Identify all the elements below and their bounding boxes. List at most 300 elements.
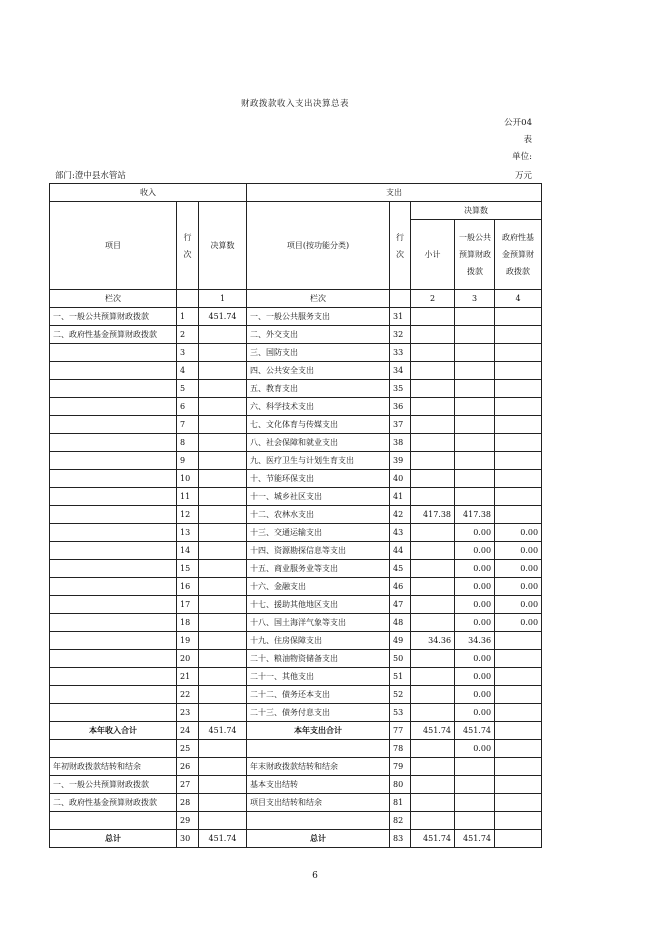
col-label-income: 栏次 (50, 290, 177, 308)
table-row (50, 686, 542, 704)
gov-fund-cell (495, 326, 542, 344)
income-item-cell: 年初财政拨款结转和结余 (50, 758, 177, 776)
expense-rowno-cell: 31 (390, 308, 411, 326)
table-row (50, 614, 542, 632)
income-amount-cell (199, 650, 247, 668)
general-budget-cell: 0.00 (455, 578, 495, 596)
income-rowno-cell: 28 (177, 794, 199, 812)
expense-item-cell: 七、文化体育与传媒支出 (247, 416, 390, 434)
expense-rowno-cell: 39 (390, 452, 411, 470)
general-budget-cell: 0.00 (455, 668, 495, 686)
expense-item-cell: 二十一、其他支出 (247, 668, 390, 686)
subtotal-cell (411, 344, 455, 362)
expense-rowno-cell: 38 (390, 434, 411, 452)
table-row (50, 740, 542, 758)
table-row (50, 452, 542, 470)
expense-rowno-cell: 52 (390, 686, 411, 704)
income-item-cell (50, 578, 177, 596)
subtotal-cell (411, 704, 455, 722)
table-row (50, 344, 542, 362)
expense-item-cell: 十七、援助其他地区支出 (247, 596, 390, 614)
form-code: 公开04 (504, 118, 532, 128)
table-row (50, 416, 542, 434)
expense-item-cell (247, 740, 390, 758)
expense-item-cell: 十、节能环保支出 (247, 470, 390, 488)
subtotal-cell (411, 524, 455, 542)
income-amount-cell (199, 434, 247, 452)
gov-fund-cell (495, 344, 542, 362)
expense-item-cell: 六、科学技术支出 (247, 398, 390, 416)
expense-item-cell: 二十、粮油物资储备支出 (247, 650, 390, 668)
subtotal-cell: 451.74 (411, 722, 455, 740)
col-number-1: 1 (199, 290, 247, 308)
subtotal-cell (411, 434, 455, 452)
income-rowno-cell: 19 (177, 632, 199, 650)
page-number: 6 (312, 871, 318, 881)
income-rowno-cell: 25 (177, 740, 199, 758)
general-budget-cell: 0.00 (455, 542, 495, 560)
income-amount-cell (199, 542, 247, 560)
gov-fund-cell (495, 776, 542, 794)
income-amount-header: 决算数 (199, 202, 247, 290)
expense-rowno-cell: 45 (390, 560, 411, 578)
expense-item-cell: 十五、商业服务业等支出 (247, 560, 390, 578)
subtotal-cell (411, 380, 455, 398)
income-amount-cell (199, 704, 247, 722)
general-budget-cell (455, 434, 495, 452)
gov-fund-cell (495, 632, 542, 650)
expense-rowno-cell: 49 (390, 632, 411, 650)
income-amount-cell (199, 326, 247, 344)
income-item-cell (50, 434, 177, 452)
income-rowno-cell: 1 (177, 308, 199, 326)
income-item-cell: 二、政府性基金预算财政拨款 (50, 326, 177, 344)
gov-fund-text: 政府性基金预算财政拨款 (502, 233, 535, 277)
income-rowno-cell: 15 (177, 560, 199, 578)
gov-fund-cell: 0.00 (495, 596, 542, 614)
table-row (50, 398, 542, 416)
expense-rowno-cell: 48 (390, 614, 411, 632)
expense-header: 支出 (247, 184, 542, 202)
table-row (50, 830, 542, 848)
expense-rowno-cell: 50 (390, 650, 411, 668)
table-row (50, 470, 542, 488)
gov-fund-cell (495, 668, 542, 686)
table-row (50, 560, 542, 578)
income-amount-cell (199, 380, 247, 398)
col-label-blank (390, 290, 411, 308)
expense-item-cell: 九、医疗卫生与计划生育支出 (247, 452, 390, 470)
expense-item-cell: 十八、国土海洋气象等支出 (247, 614, 390, 632)
gov-fund-cell (495, 398, 542, 416)
general-budget-cell (455, 470, 495, 488)
expense-rowno-cell: 43 (390, 524, 411, 542)
expense-rowno-cell: 41 (390, 488, 411, 506)
income-amount-cell (199, 470, 247, 488)
expense-rowno-cell: 51 (390, 668, 411, 686)
rowno-text: 行次 (396, 232, 405, 259)
expense-item-cell: 十三、交通运输支出 (247, 524, 390, 542)
subtotal-cell: 451.74 (411, 830, 455, 848)
gov-fund-cell: 0.00 (495, 614, 542, 632)
expense-rowno-cell: 80 (390, 776, 411, 794)
income-amount-cell (199, 686, 247, 704)
table-row (50, 776, 542, 794)
income-rowno-cell: 18 (177, 614, 199, 632)
income-item-cell (50, 704, 177, 722)
income-amount-cell (199, 794, 247, 812)
general-budget-text: 一般公共预算财政拨款 (459, 233, 492, 277)
income-item-cell (50, 524, 177, 542)
expense-rowno-cell: 78 (390, 740, 411, 758)
income-rowno-cell: 11 (177, 488, 199, 506)
income-item-cell (50, 344, 177, 362)
income-item-cell (50, 488, 177, 506)
gov-fund-cell (495, 380, 542, 398)
income-item-cell (50, 416, 177, 434)
expense-item-cell: 二、外交支出 (247, 326, 390, 344)
gov-fund-cell (495, 362, 542, 380)
general-budget-cell (455, 416, 495, 434)
table-row (50, 326, 542, 344)
gov-fund-cell: 0.00 (495, 578, 542, 596)
income-amount-cell: 451.74 (199, 722, 247, 740)
table-row (50, 596, 542, 614)
form-code-suffix: 表 (523, 135, 532, 145)
general-budget-cell: 451.74 (455, 830, 495, 848)
subtotal-cell (411, 776, 455, 794)
subtotal-cell (411, 488, 455, 506)
general-budget-cell (455, 452, 495, 470)
general-budget-cell: 0.00 (455, 704, 495, 722)
income-rowno-cell: 20 (177, 650, 199, 668)
expense-item-cell: 二十二、债务还本支出 (247, 686, 390, 704)
gov-fund-cell (495, 506, 542, 524)
expense-item-cell: 本年支出合计 (247, 722, 390, 740)
gov-fund-cell (495, 794, 542, 812)
income-amount-cell (199, 812, 247, 830)
income-item-cell (50, 812, 177, 830)
subtotal-cell (411, 614, 455, 632)
income-amount-cell (199, 560, 247, 578)
subtotal-cell (411, 362, 455, 380)
expense-item-cell: 一、一般公共服务支出 (247, 308, 390, 326)
income-rowno-cell: 17 (177, 596, 199, 614)
income-item-cell: 一、一般公共预算财政拨款 (50, 776, 177, 794)
subtotal-cell (411, 416, 455, 434)
general-budget-cell: 34.36 (455, 632, 495, 650)
expense-item-cell: 十一、城乡社区支出 (247, 488, 390, 506)
income-item-cell (50, 452, 177, 470)
general-budget-cell: 0.00 (455, 596, 495, 614)
gov-fund-cell (495, 416, 542, 434)
gov-fund-cell: 0.00 (495, 524, 542, 542)
expense-rowno-cell: 36 (390, 398, 411, 416)
subtotal-cell (411, 650, 455, 668)
income-item-cell (50, 560, 177, 578)
income-amount-cell (199, 740, 247, 758)
income-item-cell (50, 632, 177, 650)
income-item-cell (50, 380, 177, 398)
table-row (50, 632, 542, 650)
income-rowno-cell: 12 (177, 506, 199, 524)
income-rowno-cell: 7 (177, 416, 199, 434)
subtotal-cell: 34.36 (411, 632, 455, 650)
expense-item-cell: 总计 (247, 830, 390, 848)
subtotal-cell (411, 398, 455, 416)
gov-fund-cell (495, 722, 542, 740)
gov-fund-cell (495, 686, 542, 704)
income-amount-cell (199, 398, 247, 416)
general-budget-cell: 0.00 (455, 524, 495, 542)
income-item-cell (50, 686, 177, 704)
general-budget-cell: 0.00 (455, 686, 495, 704)
income-item-cell (50, 362, 177, 380)
income-header: 收入 (50, 184, 247, 202)
subtotal-cell (411, 578, 455, 596)
table-row (50, 506, 542, 524)
expense-rowno-cell: 32 (390, 326, 411, 344)
expense-rowno-cell: 46 (390, 578, 411, 596)
col-label-blank (177, 290, 199, 308)
expense-item-cell: 基本支出结转 (247, 776, 390, 794)
expense-item-cell: 三、国防支出 (247, 344, 390, 362)
general-budget-cell (455, 488, 495, 506)
income-item-cell (50, 596, 177, 614)
table-row (50, 542, 542, 560)
income-amount-cell (199, 416, 247, 434)
income-amount-cell (199, 506, 247, 524)
general-budget-cell (455, 344, 495, 362)
table-row (50, 524, 542, 542)
expense-rowno-cell: 37 (390, 416, 411, 434)
income-rowno-cell: 9 (177, 452, 199, 470)
income-rowno-cell: 3 (177, 344, 199, 362)
income-amount-cell: 451.74 (199, 308, 247, 326)
expense-item-cell: 四、公共安全支出 (247, 362, 390, 380)
income-amount-cell (199, 362, 247, 380)
expense-item-cell: 五、教育支出 (247, 380, 390, 398)
expense-item-cell (247, 812, 390, 830)
income-rowno-cell: 4 (177, 362, 199, 380)
general-budget-cell (455, 398, 495, 416)
table-row (50, 704, 542, 722)
income-amount-cell (199, 578, 247, 596)
expense-rowno-header (390, 202, 411, 290)
col-label-expense: 栏次 (247, 290, 390, 308)
income-amount-cell (199, 632, 247, 650)
expense-item-header: 项目(按功能分类) (247, 202, 390, 290)
general-budget-cell (455, 326, 495, 344)
rowno-text: 行次 (183, 232, 192, 259)
general-budget-cell: 0.00 (455, 614, 495, 632)
income-rowno-cell: 6 (177, 398, 199, 416)
table-row (50, 308, 542, 326)
general-budget-cell (455, 794, 495, 812)
income-item-cell: 二、政府性基金预算财政拨款 (50, 794, 177, 812)
gov-fund-cell (495, 830, 542, 848)
subtotal-cell (411, 686, 455, 704)
general-budget-cell: 451.74 (455, 722, 495, 740)
general-budget-cell (455, 362, 495, 380)
income-rowno-cell: 8 (177, 434, 199, 452)
income-rowno-cell: 22 (177, 686, 199, 704)
expense-item-cell: 十四、资源勘探信息等支出 (247, 542, 390, 560)
subtotal-cell (411, 812, 455, 830)
expense-rowno-cell: 44 (390, 542, 411, 560)
gov-fund-cell (495, 434, 542, 452)
income-item-cell (50, 668, 177, 686)
expense-rowno-cell: 81 (390, 794, 411, 812)
subtotal-cell (411, 668, 455, 686)
subtotal-cell (411, 470, 455, 488)
income-rowno-cell: 10 (177, 470, 199, 488)
income-rowno-cell: 26 (177, 758, 199, 776)
table-row (50, 668, 542, 686)
unit-value: 万元 (514, 171, 532, 181)
general-budget-cell: 0.00 (455, 650, 495, 668)
gov-fund-cell (495, 758, 542, 776)
gov-fund-cell (495, 452, 542, 470)
income-item-cell (50, 740, 177, 758)
gov-fund-cell (495, 812, 542, 830)
income-rowno-cell: 5 (177, 380, 199, 398)
subtotal-cell (411, 452, 455, 470)
income-item-cell: 本年收入合计 (50, 722, 177, 740)
table-row (50, 758, 542, 776)
expense-item-cell: 二十三、债务付息支出 (247, 704, 390, 722)
income-item-cell (50, 614, 177, 632)
general-budget-cell (455, 380, 495, 398)
gov-fund-header (495, 220, 542, 290)
subtotal-cell (411, 560, 455, 578)
general-budget-cell (455, 812, 495, 830)
income-amount-cell (199, 614, 247, 632)
income-amount-cell (199, 668, 247, 686)
gov-fund-cell: 0.00 (495, 542, 542, 560)
income-item-cell: 一、一般公共预算财政拨款 (50, 308, 177, 326)
income-item-cell (50, 470, 177, 488)
income-amount-cell (199, 596, 247, 614)
final-amount-group-header: 决算数 (411, 202, 542, 220)
table-row (50, 578, 542, 596)
general-budget-cell (455, 758, 495, 776)
expense-item-cell: 八、社会保障和就业支出 (247, 434, 390, 452)
gov-fund-cell (495, 308, 542, 326)
income-rowno-cell: 24 (177, 722, 199, 740)
general-budget-cell: 0.00 (455, 740, 495, 758)
income-rowno-header (177, 202, 199, 290)
gov-fund-cell: 0.00 (495, 560, 542, 578)
gov-fund-cell (495, 704, 542, 722)
expense-rowno-cell: 35 (390, 380, 411, 398)
general-budget-cell (455, 776, 495, 794)
income-amount-cell (199, 524, 247, 542)
income-item-header: 项目 (50, 202, 177, 290)
subtotal-cell (411, 596, 455, 614)
expense-rowno-cell: 42 (390, 506, 411, 524)
income-rowno-cell: 29 (177, 812, 199, 830)
table-row (50, 650, 542, 668)
gov-fund-cell (495, 488, 542, 506)
income-rowno-cell: 21 (177, 668, 199, 686)
income-rowno-cell: 13 (177, 524, 199, 542)
subtotal-cell (411, 794, 455, 812)
expense-item-cell: 项目支出结转和结余 (247, 794, 390, 812)
income-rowno-cell: 2 (177, 326, 199, 344)
expense-rowno-cell: 33 (390, 344, 411, 362)
col-number-3: 3 (455, 290, 495, 308)
income-item-cell (50, 650, 177, 668)
table-row (50, 488, 542, 506)
income-item-cell (50, 542, 177, 560)
income-rowno-cell: 23 (177, 704, 199, 722)
expense-rowno-cell: 83 (390, 830, 411, 848)
expense-rowno-cell: 53 (390, 704, 411, 722)
subtotal-header: 小计 (411, 220, 455, 290)
income-rowno-cell: 30 (177, 830, 199, 848)
income-amount-cell (199, 776, 247, 794)
general-budget-cell: 0.00 (455, 560, 495, 578)
income-item-cell (50, 398, 177, 416)
report-title: 财政拨款收入支出决算总表 (240, 99, 349, 109)
general-budget-header (455, 220, 495, 290)
gov-fund-cell (495, 740, 542, 758)
general-budget-cell (455, 308, 495, 326)
income-rowno-cell: 27 (177, 776, 199, 794)
subtotal-cell (411, 758, 455, 776)
gov-fund-cell (495, 650, 542, 668)
income-amount-cell (199, 344, 247, 362)
table-row (50, 362, 542, 380)
col-number-2: 2 (411, 290, 455, 308)
general-budget-cell: 417.38 (455, 506, 495, 524)
income-rowno-cell: 14 (177, 542, 199, 560)
budget-summary-table (49, 183, 542, 848)
subtotal-cell: 417.38 (411, 506, 455, 524)
expense-rowno-cell: 77 (390, 722, 411, 740)
subtotal-cell (411, 326, 455, 344)
subtotal-cell (411, 308, 455, 326)
income-amount-cell (199, 452, 247, 470)
col-number-4: 4 (495, 290, 542, 308)
income-amount-cell: 451.74 (199, 830, 247, 848)
income-amount-cell (199, 758, 247, 776)
subtotal-cell (411, 740, 455, 758)
income-item-cell (50, 506, 177, 524)
expense-rowno-cell: 40 (390, 470, 411, 488)
table-row (50, 722, 542, 740)
expense-item-cell: 年末财政拨款结转和结余 (247, 758, 390, 776)
table-row (50, 812, 542, 830)
expense-rowno-cell: 34 (390, 362, 411, 380)
expense-item-cell: 十六、金融支出 (247, 578, 390, 596)
expense-rowno-cell: 47 (390, 596, 411, 614)
expense-rowno-cell: 79 (390, 758, 411, 776)
table-row (50, 380, 542, 398)
subtotal-cell (411, 542, 455, 560)
income-amount-cell (199, 488, 247, 506)
expense-item-cell: 十九、住房保障支出 (247, 632, 390, 650)
income-rowno-cell: 16 (177, 578, 199, 596)
gov-fund-cell (495, 470, 542, 488)
table-row (50, 794, 542, 812)
department-label: 部门:澄中县水管站 (55, 171, 126, 181)
table-row (50, 434, 542, 452)
expense-rowno-cell: 82 (390, 812, 411, 830)
unit-label: 单位: (512, 152, 532, 162)
income-item-cell: 总计 (50, 830, 177, 848)
